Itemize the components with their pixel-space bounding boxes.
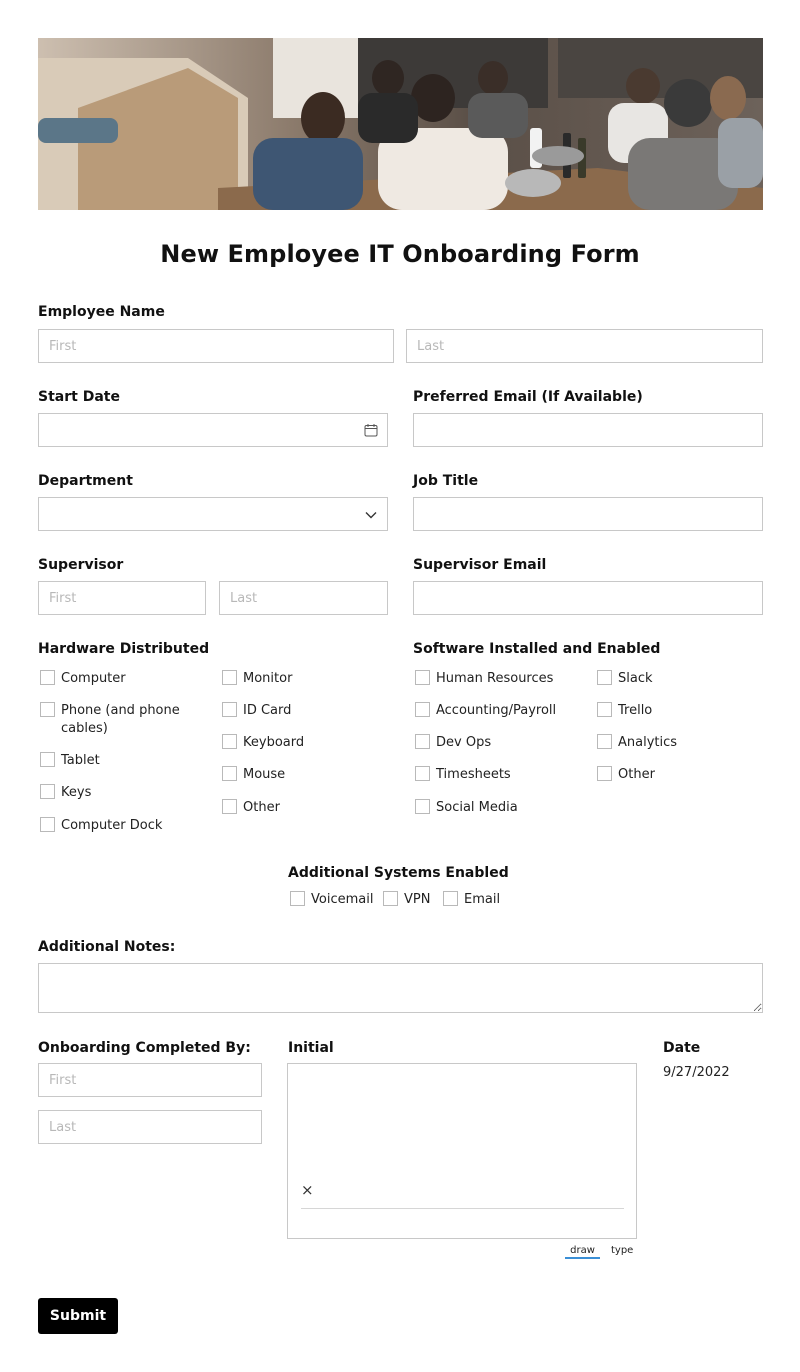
signature-line — [301, 1208, 624, 1209]
checkbox-option[interactable] — [40, 670, 126, 688]
checkbox-option[interactable] — [222, 766, 285, 784]
checkbox[interactable] — [40, 784, 55, 799]
start-date-label: Start Date — [38, 389, 120, 405]
checkbox-option[interactable] — [597, 670, 653, 688]
checkbox-option[interactable] — [222, 702, 291, 720]
checkbox-option[interactable] — [597, 766, 655, 784]
additional-notes-label: Additional Notes: — [38, 939, 176, 955]
completed-by-last-input[interactable] — [38, 1110, 262, 1144]
preferred-email-label: Preferred Email (If Available) — [413, 389, 643, 405]
date-label: Date — [663, 1040, 701, 1056]
checkbox[interactable] — [415, 799, 430, 814]
employee-name-label: Employee Name — [38, 304, 165, 320]
checkbox[interactable] — [40, 702, 55, 717]
supervisor-first-name-input[interactable] — [38, 581, 206, 615]
checkbox[interactable] — [290, 891, 305, 906]
employee-first-name-input[interactable] — [38, 329, 394, 363]
checkbox[interactable] — [222, 799, 237, 814]
checkbox-label: Voicemail — [311, 892, 374, 907]
date-value: 9/27/2022 — [663, 1065, 730, 1080]
checkbox-option[interactable] — [415, 799, 518, 817]
checkbox[interactable] — [597, 670, 612, 685]
checkbox[interactable] — [415, 734, 430, 749]
calendar-icon[interactable] — [363, 422, 379, 438]
checkbox-option[interactable] — [597, 734, 677, 752]
hardware-label: Hardware Distributed — [38, 641, 210, 657]
checkbox[interactable] — [222, 702, 237, 717]
signature-tab-draw[interactable]: draw — [565, 1245, 600, 1259]
completed-by-label: Onboarding Completed By: — [38, 1040, 251, 1056]
checkbox[interactable] — [443, 891, 458, 906]
checkbox-label: Email — [464, 892, 501, 907]
checkbox-label: Timesheets — [436, 767, 511, 782]
checkbox-option[interactable] — [290, 891, 373, 909]
checkbox-option[interactable] — [40, 817, 162, 835]
checkbox[interactable] — [597, 766, 612, 781]
checkbox-option[interactable] — [415, 702, 556, 720]
checkbox-label: Human Resources — [436, 671, 554, 686]
checkbox-option[interactable] — [222, 734, 304, 752]
supervisor-email-label: Supervisor Email — [413, 557, 547, 573]
additional-notes-textarea[interactable] — [38, 963, 763, 1013]
checkbox-label: Social Media — [436, 800, 518, 815]
checkbox-option[interactable] — [415, 766, 511, 784]
submit-button[interactable]: Submit — [38, 1298, 118, 1334]
signature-pad[interactable] — [287, 1063, 637, 1239]
supervisor-label: Supervisor — [38, 557, 124, 573]
employee-last-name-input[interactable] — [406, 329, 763, 363]
start-date-input[interactable] — [38, 413, 388, 447]
initial-label: Initial — [288, 1040, 334, 1056]
clear-signature-icon[interactable]: × — [301, 1181, 314, 1199]
checkbox-label: Computer — [61, 671, 126, 686]
software-label: Software Installed and Enabled — [413, 641, 661, 657]
checkbox[interactable] — [222, 766, 237, 781]
checkbox-option[interactable] — [415, 734, 491, 752]
checkbox[interactable] — [597, 734, 612, 749]
checkbox[interactable] — [415, 702, 430, 717]
supervisor-last-name-input[interactable] — [219, 581, 388, 615]
job-title-input[interactable] — [413, 497, 763, 531]
checkbox-label: Computer Dock — [61, 818, 163, 833]
checkbox[interactable] — [222, 734, 237, 749]
checkbox[interactable] — [415, 766, 430, 781]
checkbox-option[interactable] — [40, 702, 200, 738]
job-title-label: Job Title — [413, 473, 479, 489]
checkbox-option[interactable] — [443, 891, 500, 909]
checkbox-option[interactable] — [222, 670, 292, 688]
checkbox-label: VPN — [404, 892, 431, 907]
checkbox-option[interactable] — [40, 752, 100, 770]
checkbox-label: Mouse — [243, 767, 286, 782]
checkbox-label: Other — [243, 800, 280, 815]
checkbox-label: Slack — [618, 671, 653, 686]
checkbox-option[interactable] — [383, 891, 430, 909]
department-select[interactable] — [38, 497, 388, 531]
additional-systems-label: Additional Systems Enabled — [288, 865, 509, 881]
department-label: Department — [38, 473, 133, 489]
checkbox-option[interactable] — [597, 702, 652, 720]
supervisor-email-input[interactable] — [413, 581, 763, 615]
checkbox-option[interactable] — [222, 799, 280, 817]
checkbox-option[interactable] — [40, 784, 91, 802]
checkbox[interactable] — [415, 670, 430, 685]
header-photo — [38, 38, 763, 210]
chevron-down-icon — [363, 507, 379, 523]
checkbox[interactable] — [40, 670, 55, 685]
checkbox-label: Analytics — [618, 735, 678, 750]
checkbox[interactable] — [40, 817, 55, 832]
checkbox[interactable] — [597, 702, 612, 717]
checkbox-label: Tablet — [61, 753, 100, 768]
checkbox-label: Accounting/Payroll — [436, 703, 557, 718]
checkbox-label: Keyboard — [243, 735, 305, 750]
checkbox-label: Other — [618, 767, 655, 782]
checkbox-label: Dev Ops — [436, 735, 492, 750]
checkbox[interactable] — [383, 891, 398, 906]
signature-tab-type[interactable]: type — [611, 1245, 634, 1256]
page-title: New Employee IT Onboarding Form — [160, 240, 640, 268]
checkbox-label: Phone (and phone cables) — [61, 703, 180, 736]
checkbox-label: Trello — [618, 703, 653, 718]
checkbox[interactable] — [40, 752, 55, 767]
checkbox-label: Monitor — [243, 671, 293, 686]
checkbox-label: ID Card — [243, 703, 292, 718]
preferred-email-input[interactable] — [413, 413, 763, 447]
checkbox-option[interactable] — [415, 670, 553, 688]
checkbox-label: Keys — [61, 785, 92, 800]
checkbox[interactable] — [222, 670, 237, 685]
completed-by-first-input[interactable] — [38, 1063, 262, 1097]
